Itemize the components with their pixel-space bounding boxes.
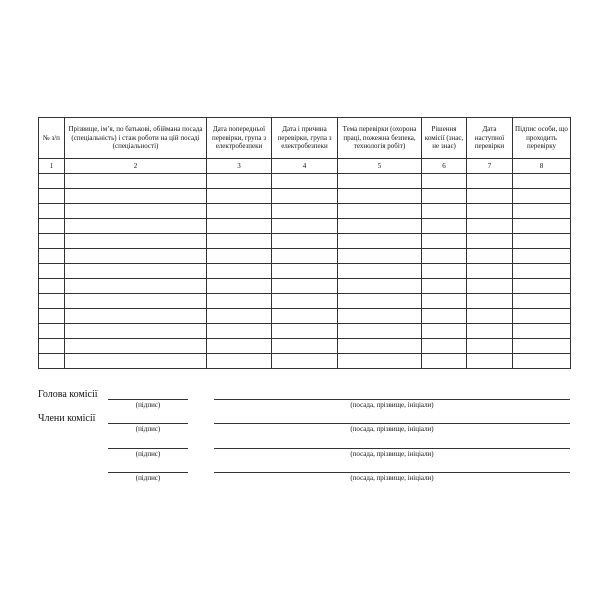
table-cell[interactable] bbox=[272, 324, 338, 339]
table-cell[interactable] bbox=[467, 354, 513, 369]
table-cell[interactable] bbox=[513, 339, 571, 354]
member-position-line[interactable] bbox=[214, 472, 570, 473]
table-cell[interactable] bbox=[513, 234, 571, 249]
table-cell[interactable] bbox=[39, 309, 65, 324]
table-cell[interactable] bbox=[65, 309, 207, 324]
table-cell[interactable] bbox=[513, 219, 571, 234]
table-cell[interactable] bbox=[422, 189, 467, 204]
table-header-row bbox=[39, 118, 571, 159]
table-cell[interactable] bbox=[467, 339, 513, 354]
table-cell[interactable] bbox=[39, 324, 65, 339]
table-cell[interactable] bbox=[513, 174, 571, 189]
signature-hint: (підпис) bbox=[135, 425, 161, 433]
table-cell[interactable] bbox=[422, 234, 467, 249]
table-cell[interactable] bbox=[39, 294, 65, 309]
table-cell[interactable] bbox=[338, 204, 422, 219]
table-cell[interactable] bbox=[467, 174, 513, 189]
table-row bbox=[39, 234, 571, 249]
table-cell[interactable] bbox=[207, 309, 272, 324]
table-cell[interactable] bbox=[338, 324, 422, 339]
table-row bbox=[39, 249, 571, 264]
table-cell[interactable] bbox=[65, 279, 207, 294]
table-cell[interactable] bbox=[39, 234, 65, 249]
chair-position-line[interactable] bbox=[214, 399, 570, 400]
column-number: 2 bbox=[65, 159, 207, 174]
table-cell[interactable] bbox=[272, 279, 338, 294]
table-cell[interactable] bbox=[39, 249, 65, 264]
table-cell[interactable] bbox=[65, 219, 207, 234]
table-cell[interactable] bbox=[207, 264, 272, 279]
table-cell[interactable] bbox=[65, 294, 207, 309]
member-signature-line[interactable] bbox=[108, 448, 188, 449]
member-position-line[interactable] bbox=[214, 423, 570, 424]
member-signature-line[interactable] bbox=[108, 423, 188, 424]
table-cell[interactable] bbox=[272, 219, 338, 234]
table-cell[interactable] bbox=[338, 339, 422, 354]
column-number: 1 bbox=[39, 159, 65, 174]
table-cell[interactable] bbox=[65, 324, 207, 339]
table-cell[interactable] bbox=[467, 309, 513, 324]
column-number: 5 bbox=[338, 159, 422, 174]
table-cell[interactable] bbox=[65, 189, 207, 204]
table-cell[interactable] bbox=[207, 174, 272, 189]
table-row bbox=[39, 279, 571, 294]
col-header-topic: Тема перевірки (охорона праці, пожежна безпека, технологія робіт) bbox=[338, 118, 422, 159]
table-cell[interactable] bbox=[422, 294, 467, 309]
table-cell[interactable] bbox=[513, 279, 571, 294]
table-cell[interactable] bbox=[272, 204, 338, 219]
table-row bbox=[39, 189, 571, 204]
chair-signature-line[interactable] bbox=[108, 399, 188, 400]
table-cell[interactable] bbox=[207, 354, 272, 369]
table-cell[interactable] bbox=[207, 324, 272, 339]
table-cell[interactable] bbox=[39, 279, 65, 294]
column-number: 8 bbox=[513, 159, 571, 174]
table-cell[interactable] bbox=[338, 189, 422, 204]
table-cell[interactable] bbox=[65, 249, 207, 264]
table-cell[interactable] bbox=[207, 204, 272, 219]
table-cell[interactable] bbox=[422, 354, 467, 369]
table-cell[interactable] bbox=[422, 219, 467, 234]
table-cell[interactable] bbox=[39, 189, 65, 204]
table-row bbox=[39, 324, 571, 339]
col-header-signature: Підпис особи, що проходить перевірку bbox=[513, 118, 571, 159]
table-cell[interactable] bbox=[338, 174, 422, 189]
member-signature-line[interactable] bbox=[108, 472, 188, 473]
col-header-number: № з/п bbox=[39, 118, 65, 159]
table-cell[interactable] bbox=[422, 204, 467, 219]
table-cell[interactable] bbox=[39, 174, 65, 189]
column-number: 3 bbox=[207, 159, 272, 174]
col-header-decision: Рішення комісії (знає, не знає) bbox=[422, 118, 467, 159]
table-cell[interactable] bbox=[422, 249, 467, 264]
table-cell[interactable] bbox=[513, 189, 571, 204]
table-cell[interactable] bbox=[39, 354, 65, 369]
table-cell[interactable] bbox=[207, 339, 272, 354]
signature-hint: (підпис) bbox=[135, 401, 161, 409]
table-row bbox=[39, 174, 571, 189]
position-hint: (посада, прізвище, ініціали) bbox=[350, 401, 434, 409]
table-cell[interactable] bbox=[207, 189, 272, 204]
table-cell[interactable] bbox=[513, 324, 571, 339]
col-header-name-position: Прізвище, ім’я, по батькові, обіймана посада (спеціальність) і стаж роботи на цій посаді (спеціальності) bbox=[65, 118, 207, 159]
table-row bbox=[39, 219, 571, 234]
members-label: Члени комісії bbox=[38, 413, 96, 424]
table-cell[interactable] bbox=[272, 354, 338, 369]
position-hint: (посада, прізвище, ініціали) bbox=[350, 450, 434, 458]
table-cell[interactable] bbox=[272, 174, 338, 189]
table-cell[interactable] bbox=[513, 204, 571, 219]
table-cell[interactable] bbox=[467, 234, 513, 249]
table-cell[interactable] bbox=[467, 249, 513, 264]
table-row bbox=[39, 204, 571, 219]
table-cell[interactable] bbox=[272, 309, 338, 324]
table-cell[interactable] bbox=[207, 279, 272, 294]
col-header-previous-check: Дата попередньої перевірки, група з електробезпеки bbox=[207, 118, 272, 159]
table-cell[interactable] bbox=[422, 324, 467, 339]
table-cell[interactable] bbox=[338, 249, 422, 264]
member-position-line[interactable] bbox=[214, 448, 570, 449]
column-number: 6 bbox=[422, 159, 467, 174]
col-header-check-reason: Дата і причина перевірки, група з електробезпеки bbox=[272, 118, 338, 159]
table-row bbox=[39, 309, 571, 324]
col-header-next-check: Дата наступної перевірки bbox=[467, 118, 513, 159]
table-cell[interactable] bbox=[467, 189, 513, 204]
table-cell[interactable] bbox=[338, 309, 422, 324]
table-cell[interactable] bbox=[39, 264, 65, 279]
table-cell[interactable] bbox=[513, 249, 571, 264]
inspection-journal-table bbox=[38, 117, 571, 369]
table-cell[interactable] bbox=[207, 249, 272, 264]
table-cell[interactable] bbox=[65, 339, 207, 354]
table-cell[interactable] bbox=[422, 264, 467, 279]
table-cell[interactable] bbox=[338, 264, 422, 279]
table-cell[interactable] bbox=[467, 324, 513, 339]
table-cell[interactable] bbox=[39, 339, 65, 354]
table-cell[interactable] bbox=[422, 174, 467, 189]
table-cell[interactable] bbox=[65, 234, 207, 249]
column-number-row bbox=[39, 159, 571, 174]
table-cell[interactable] bbox=[272, 339, 338, 354]
table-cell[interactable] bbox=[65, 204, 207, 219]
table-cell[interactable] bbox=[207, 234, 272, 249]
table-row bbox=[39, 294, 571, 309]
table-cell[interactable] bbox=[467, 264, 513, 279]
table-cell[interactable] bbox=[65, 174, 207, 189]
table-cell[interactable] bbox=[513, 294, 571, 309]
table-cell[interactable] bbox=[272, 249, 338, 264]
table-cell[interactable] bbox=[207, 219, 272, 234]
table-cell[interactable] bbox=[513, 309, 571, 324]
table-cell[interactable] bbox=[338, 294, 422, 309]
table-cell[interactable] bbox=[65, 354, 207, 369]
position-hint: (посада, прізвище, ініціали) bbox=[350, 425, 434, 433]
chair-label: Голова комісії bbox=[38, 389, 98, 400]
table-cell[interactable] bbox=[513, 354, 571, 369]
table-cell[interactable] bbox=[338, 234, 422, 249]
table-cell[interactable] bbox=[513, 264, 571, 279]
position-hint: (посада, прізвище, ініціали) bbox=[350, 474, 434, 482]
table-cell[interactable] bbox=[467, 219, 513, 234]
table-cell[interactable] bbox=[207, 294, 272, 309]
table-cell[interactable] bbox=[338, 279, 422, 294]
table-cell[interactable] bbox=[65, 264, 207, 279]
table-cell[interactable] bbox=[39, 204, 65, 219]
column-number: 4 bbox=[272, 159, 338, 174]
signature-hint: (підпис) bbox=[135, 450, 161, 458]
table-row bbox=[39, 354, 571, 369]
table-cell[interactable] bbox=[467, 279, 513, 294]
table-cell[interactable] bbox=[422, 279, 467, 294]
table-cell[interactable] bbox=[272, 189, 338, 204]
signature-hint: (підпис) bbox=[135, 474, 161, 482]
table-cell[interactable] bbox=[272, 264, 338, 279]
table-row bbox=[39, 264, 571, 279]
table-cell[interactable] bbox=[272, 234, 338, 249]
table-cell[interactable] bbox=[467, 294, 513, 309]
table-cell[interactable] bbox=[338, 354, 422, 369]
table-cell[interactable] bbox=[39, 219, 65, 234]
table-cell[interactable] bbox=[272, 294, 338, 309]
table-cell[interactable] bbox=[422, 309, 467, 324]
table-row bbox=[39, 339, 571, 354]
table-cell[interactable] bbox=[338, 219, 422, 234]
table-cell[interactable] bbox=[467, 204, 513, 219]
table-cell[interactable] bbox=[422, 339, 467, 354]
column-number: 7 bbox=[467, 159, 513, 174]
